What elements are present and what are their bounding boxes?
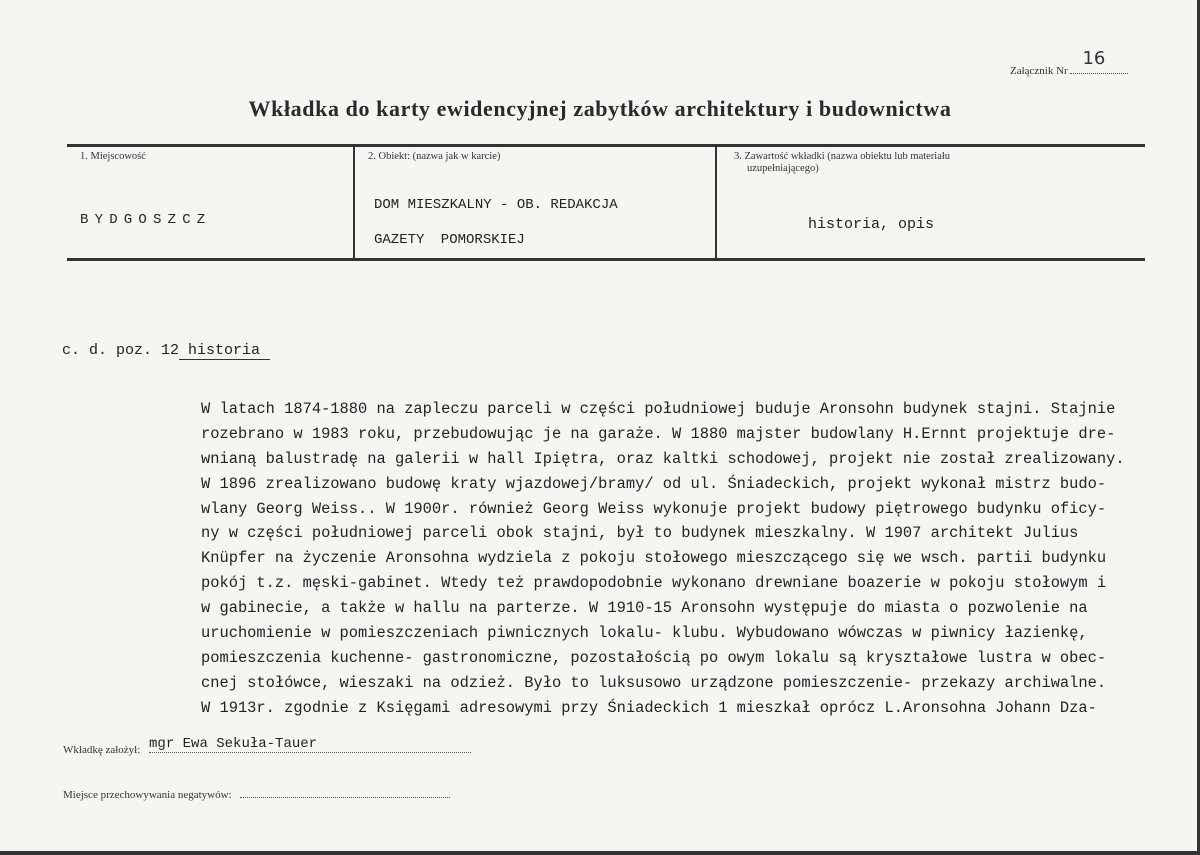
- column-divider-2: [715, 146, 717, 258]
- annex-label: Załącznik Nr: [1010, 65, 1068, 77]
- annex-number-field: [1070, 48, 1128, 74]
- header-bottom-rule: [67, 258, 1145, 261]
- column-divider-1: [353, 146, 355, 258]
- text-line: w gabinecie, a także w hallu na parterze. W 1910-15 Aronsohn występuje do miasta o pozwolenie na: [201, 599, 1088, 618]
- document-title: Wkładka do karty ewidencyjnej zabytków architektury i budownictwa: [248, 96, 952, 121]
- text-line: W 1913r. zgodnie z Księgami adresowymi przy Śniadeckich 1 mieszkał oprócz L.Aronsohna Johann Dza-: [201, 698, 1097, 717]
- text-line: ny w części południowej parceli obok stajni, był to budynek mieszkalny. W 1907 architekt Julius: [201, 524, 1079, 543]
- locality-value: BYDGOSZCZ: [80, 212, 212, 228]
- history-text: [201, 397, 1191, 721]
- text-line: cnej stołówce, wieszaki na odzież. Było to luksusowo urządzone pomieszczenie- przekazy archiwalne.: [201, 673, 1107, 692]
- object-value-line1: DOM MIESZKALNY - OB. REDAKCJA: [374, 197, 618, 213]
- text-line: Knüpfer na życzenie Aronsohna wydziela z pokoju stołowego mieszczącego się we wsch. partii budynku: [201, 549, 1107, 568]
- scan-edge-bottom: [0, 851, 1200, 855]
- negatives-location: [63, 785, 450, 801]
- contents-label: [734, 151, 950, 175]
- text-line: rozebrano w 1983 roku, przebudowując je na garaże. W 1880 majster budowlany H.Ernnt projektuje dre-: [201, 424, 1116, 443]
- contents-label-line2: uzupełniającego): [747, 163, 819, 174]
- section-heading: historia: [179, 342, 270, 360]
- negatives-field: [240, 785, 450, 798]
- negatives-label: Miejsce przechowywania negatywów:: [63, 789, 232, 801]
- header-top-rule: [67, 144, 1145, 147]
- text-line: wlany Georg Weiss.. W 1900r. również Georg Weiss wykonuje projekt budowy piętrowego budynku oficy-: [201, 499, 1107, 518]
- section-prefix: c. d. poz. 12: [62, 342, 180, 359]
- object-value-line2: GAZETY POMORSKIEJ: [374, 232, 525, 248]
- text-line: uruchomienie w pomieszczeniach piwnicznych lokalu- klubu. Wybudowano wówczas w piwnicy łazienkę,: [201, 624, 1088, 643]
- text-line: pomieszczenia kuchenne- gastronomiczne, pozostałością po owym lokalu są kryształowe lustra w obec-: [201, 648, 1107, 667]
- prepared-by-label: Wkładkę założył:: [63, 744, 141, 756]
- prepared-by-field: [149, 736, 471, 753]
- prepared-by-value: mgr Ewa Sekuła-Tauer: [149, 736, 318, 752]
- annex-number-value: 16: [1082, 48, 1106, 69]
- prepared-by: [63, 736, 471, 756]
- contents-value: historia, opis: [808, 216, 935, 233]
- section-reference: [62, 342, 270, 360]
- text-line: pokój t.z. męski-gabinet. Wtedy też prawdopodobnie wykonano drewniane boazerie w pokoju stołowym i: [201, 574, 1107, 593]
- object-label: 2. Obiekt: (nazwa jak w karcie): [368, 151, 501, 162]
- contents-label-line1: 3. Zawartość wkładki (nazwa obiektu lub materiału: [734, 151, 951, 162]
- text-line: wnianą balustradę na galerii w hall Ipiętra, oraz kaltki schodowej, projekt nie został zrealizowany.: [201, 449, 1125, 468]
- annex-number: [1010, 48, 1128, 77]
- text-line: W latach 1874-1880 na zapleczu parceli w części południowej buduje Aronsohn budynek stajni. Stajnie: [201, 400, 1116, 418]
- locality-label: 1. Miejscowość: [80, 151, 146, 162]
- text-line: W 1896 zrealizowano budowę kraty wjazdowej/bramy/ od ul. Śniadeckich, projekt wykonał mistrz budo-: [201, 474, 1107, 493]
